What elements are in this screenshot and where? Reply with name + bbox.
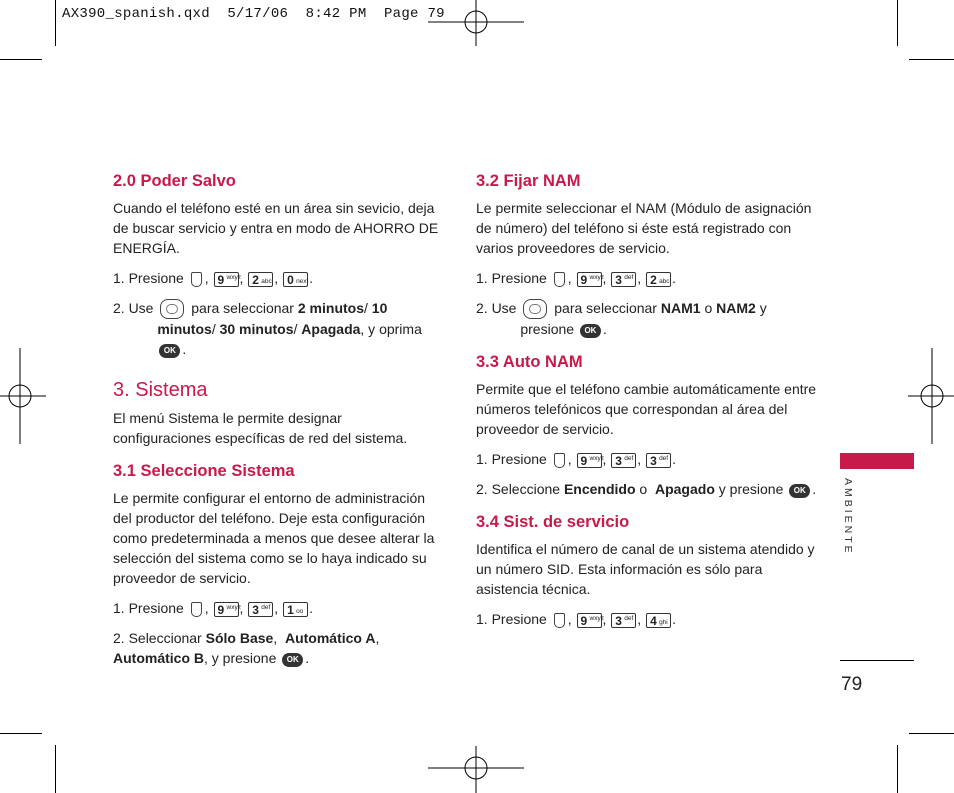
section-tab [840,453,914,469]
send-key-icon [191,602,202,617]
crop-mark [55,745,56,793]
file-slug: AX390_spanish.qxd 5/17/06 8:42 PM Page 79 [62,6,445,22]
ok-key-icon: OK [580,324,601,338]
step-label: 2. Use [113,300,154,316]
section-title-3-4: 3.4 Sist. de servicio [476,513,630,532]
section-body: El menú Sistema le permite designar configuraciones específicas de red del sistema. [113,410,408,447]
ok-key-icon: OK [159,344,180,358]
key-9-icon: 9 wxyz [577,453,602,468]
right-column [476,170,821,629]
step-1: 1. Presione , 9 wxyz , 3 def , 2 abc . [476,270,676,287]
key-3-icon: 3 def [248,602,273,617]
key-3-icon: 3 def [611,272,636,287]
step-label: 1. Presione [476,451,547,468]
crop-mark [909,59,954,60]
section-title-3-1: 3.1 Seleccione Sistema [113,462,295,481]
section-body: Cuando el teléfono esté en un área sin sevicio, deja de buscar servicio y entra en modo de AHORRO DE ENERGÍA. [113,200,439,256]
key-3-icon: 3 def [646,453,671,468]
crop-mark [897,745,898,793]
crop-mark [909,733,954,734]
key-2-icon: 2 abc [248,272,273,287]
crop-mark [0,59,42,60]
step-2: 2. Seleccionar Sólo Base, Automático A, Automático B, y presione OK . [113,630,380,667]
key-3-icon: 3 def [611,453,636,468]
key-9-icon: 9 wxyz [577,613,602,628]
step-2: 2. Use para seleccionar NAM1 o NAM2 y presione OK . [476,300,767,338]
section-body: Permite que el teléfono cambie automáticamente entre números telefónicos que correspondan al área del proveedor de servicio. [476,381,817,438]
send-key-icon [191,272,202,287]
crop-mark [55,0,56,46]
send-key-icon [554,453,565,468]
send-key-icon [554,613,565,628]
step-2: 2. Use para seleccionar 2 minutos/ 10 minutos/ 30 minutos/ Apagada, y oprima OK . [113,300,422,358]
step-label: 1. Presione [476,611,547,628]
nav-key-icon [160,299,184,319]
step-label: 1. Presione [113,270,184,286]
registration-mark-bottom [428,746,524,793]
key-3-icon: 3 def [611,613,636,628]
step-label: 2. Seleccionar [113,630,202,647]
registration-mark-right [908,348,954,444]
step-1: 1. Presione , 9 wxyz , 2 abc , 0 next . [113,270,313,287]
left-column [113,170,443,668]
registration-mark-left [0,348,46,444]
step-label: 1. Presione [476,270,547,286]
step-1: 1. Presione , 9 wxyz , 3 def , 1 oo . [113,600,313,618]
section-title-3-2: 3.2 Fijar NAM [476,172,581,190]
section-body: Le permite configurar el entorno de administración del productor del teléfono. Deje esta configuración como predeterminada a menos que desee alterar la selección del sistema como se lo haya indicado su proveedor de servicio. [113,490,435,587]
key-9-icon: 9 wxyz [577,272,602,287]
section-title-2-0: 2.0 Poder Salvo [113,172,236,190]
key-9-icon: 9 wxyz [214,272,239,287]
step-label: 2. Seleccione [476,481,561,498]
step-1: 1. Presione , 9 wxyz , 3 def , 4 ghi . [476,611,676,629]
section-tab-label: AMBIENTE [842,478,854,556]
ok-key-icon: OK [789,484,810,498]
page-number: 79 [841,674,863,695]
ok-key-icon: OK [282,653,303,667]
step-label: 1. Presione [113,600,184,617]
key-2-icon: 2 abc [646,272,671,287]
section-title-3: 3. Sistema [113,379,208,402]
key-9-icon: 9 wxyz [214,602,239,617]
step-label: 2. Use [476,300,517,316]
key-1-icon: 1 oo [283,602,308,617]
section-body: Le permite seleccionar el NAM (Módulo de asignación de número) del teléfono si éste está registrado con varios proveedores de servicio. [476,200,812,256]
section-title-3-3: 3.3 Auto NAM [476,353,583,372]
crop-mark [897,0,898,46]
step-2: 2. Seleccione Encendido o Apagado y presione OK . [476,481,817,498]
page-number-rule [840,660,914,661]
key-0-icon: 0 next [283,272,308,287]
crop-mark [0,733,42,734]
send-key-icon [554,272,565,287]
key-4-icon: 4 ghi [646,613,671,628]
step-1: 1. Presione , 9 wxyz , 3 def , 3 def . [476,451,676,469]
section-body: Identifica el número de canal de un sistema atendido y un número SID. Esta información es sólo para asistencia técnica. [476,541,815,598]
nav-key-icon [523,299,547,319]
